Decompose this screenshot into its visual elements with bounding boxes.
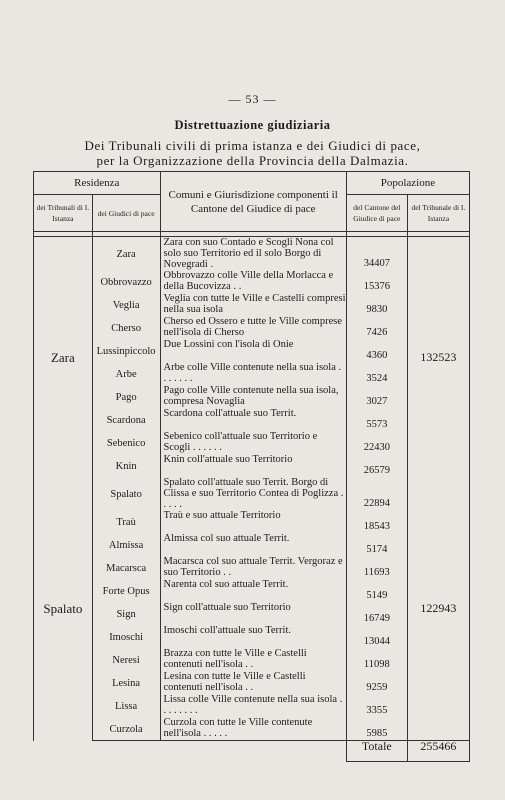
table-row xyxy=(34,408,470,431)
table-row xyxy=(34,385,470,408)
comuni-text: Knin coll'attuale suo Territorio xyxy=(160,454,346,477)
comuni-text: Curzola con tutte le Ville contenute nell'isola . . . . . xyxy=(160,717,346,741)
pop-cantone-value: 3524 xyxy=(346,362,407,385)
giudice-name: Sebenico xyxy=(92,431,160,454)
header-popolazione: Popolazione xyxy=(346,172,469,195)
table-row xyxy=(34,316,470,339)
giudice-name: Pago xyxy=(92,385,160,408)
table-row xyxy=(34,602,470,625)
comuni-text: Sebenico coll'attuale suo Territorio e Scogli . . . . . . xyxy=(160,431,346,454)
pop-cantone-value: 7426 xyxy=(346,316,407,339)
comuni-text: Cherso ed Ossero e tutte le Ville comprese nell'isola di Cherso xyxy=(160,316,346,339)
pop-cantone-value: 5149 xyxy=(346,579,407,602)
table-row xyxy=(34,431,470,454)
table-row xyxy=(34,694,470,717)
comuni-text: Scardona coll'attuale suo Territ. xyxy=(160,408,346,431)
pop-cantone-value: 11693 xyxy=(346,556,407,579)
comuni-text: Almissa col suo attuale Territ. xyxy=(160,533,346,556)
header-giudici: dei Giudici di pace xyxy=(92,195,160,232)
jurisdiction-table xyxy=(33,171,470,762)
page-number: — 53 — xyxy=(228,92,277,106)
comuni-text: Macarsca col suo attuale Territ. Vergoraz e suo Territorio . . xyxy=(160,556,346,579)
page-heading: Distrettuazione giudiziaria xyxy=(174,118,331,132)
comuni-text: Due Lossini con l'isola di Onie xyxy=(160,339,346,362)
table-row xyxy=(34,362,470,385)
header-residenza: Residenza xyxy=(34,172,161,195)
giudice-name: Veglia xyxy=(92,293,160,316)
total-label: Totale xyxy=(346,741,407,762)
giudice-name: Spalato xyxy=(92,477,160,510)
tribunale-name: Spalato xyxy=(34,477,93,741)
comuni-text: Brazza con tutte le Ville e Castelli contenuti nell'isola . . xyxy=(160,648,346,671)
table-row xyxy=(34,579,470,602)
comuni-text: Traù e suo attuale Territorio xyxy=(160,510,346,533)
header-pop-cantone: del Cantone del Giudice di pace xyxy=(346,195,407,232)
pop-cantone-value: 15376 xyxy=(346,270,407,293)
table-row xyxy=(34,510,470,533)
pop-cantone-value: 16749 xyxy=(346,602,407,625)
giudice-name: Forte Opus xyxy=(92,579,160,602)
header-pop-tribunale: del Tribunale di I. Istanza xyxy=(407,195,469,232)
comuni-text: Arbe colle Ville contenute nella sua isola . . . . . . . xyxy=(160,362,346,385)
pop-cantone-value: 9830 xyxy=(346,293,407,316)
grand-total: 255466 xyxy=(407,741,469,762)
pop-cantone-value: 11098 xyxy=(346,648,407,671)
comuni-text: Obbrovazzo colle Ville della Morlacca e della Bucovizza . . xyxy=(160,270,346,293)
table-row xyxy=(34,339,470,362)
comuni-text: Sign coll'attuale suo Territorio xyxy=(160,602,346,625)
comuni-text: Imoschi coll'attuale suo Territ. xyxy=(160,625,346,648)
giudice-name: Zara xyxy=(92,237,160,271)
comuni-text: Lissa colle Ville contenute nella sua isola . . . . . . . . xyxy=(160,694,346,717)
comuni-text: Lesina con tutte le Ville e Castelli contenuti nell'isola . . xyxy=(160,671,346,694)
giudice-name: Obbrovazzo xyxy=(92,270,160,293)
tribunale-name: Zara xyxy=(34,237,93,478)
giudice-name: Sign xyxy=(92,602,160,625)
subtitle-line-1: Dei Tribunali civili di prima istanza e dei Giudici di pace, xyxy=(84,138,421,153)
giudice-name: Lussinpiccolo xyxy=(92,339,160,362)
giudice-name: Imoschi xyxy=(92,625,160,648)
pop-cantone-value: 13044 xyxy=(346,625,407,648)
subtitle-line-2: per la Organizzazione della Provincia della Dalmazia. xyxy=(96,153,409,168)
pop-cantone-value: 34407 xyxy=(346,237,407,271)
table-row xyxy=(34,648,470,671)
giudice-name: Cherso xyxy=(92,316,160,339)
pop-tribunale-total: 132523 xyxy=(407,237,469,478)
giudice-name: Lesina xyxy=(92,671,160,694)
pop-cantone-value: 22894 xyxy=(346,477,407,510)
giudice-name: Scardona xyxy=(92,408,160,431)
table-row xyxy=(34,270,470,293)
pop-cantone-value: 5573 xyxy=(346,408,407,431)
pop-cantone-value: 4360 xyxy=(346,339,407,362)
pop-cantone-value: 18543 xyxy=(346,510,407,533)
table-row xyxy=(34,625,470,648)
table-row xyxy=(34,556,470,579)
table-row xyxy=(34,717,470,741)
pop-cantone-value: 5174 xyxy=(346,533,407,556)
table-row xyxy=(34,533,470,556)
pop-cantone-value: 22430 xyxy=(346,431,407,454)
pop-tribunale-total: 122943 xyxy=(407,477,469,741)
totals-row xyxy=(34,741,470,762)
giudice-name: Arbe xyxy=(92,362,160,385)
comuni-text: Narenta col suo attuale Territ. xyxy=(160,579,346,602)
giudice-name: Traù xyxy=(92,510,160,533)
giudice-name: Neresi xyxy=(92,648,160,671)
giudice-name: Macarsca xyxy=(92,556,160,579)
pop-cantone-value: 3027 xyxy=(346,385,407,408)
giudice-name: Lissa xyxy=(92,694,160,717)
table-row xyxy=(34,671,470,694)
table-row xyxy=(34,237,470,271)
comuni-text: Spalato coll'attuale suo Territ. Borgo di Clissa e suo Territorio Contea di Poglizza . . . . . xyxy=(160,477,346,510)
pop-cantone-value: 26579 xyxy=(346,454,407,477)
comuni-text: Zara con suo Contado e Scogli Nona col solo suo Territorio ed il solo Borgo di Novegradi . xyxy=(160,237,346,271)
table-row xyxy=(34,293,470,316)
table-row xyxy=(34,477,470,510)
comuni-text: Pago colle Ville contenute nella sua isola, compresa Novaglia xyxy=(160,385,346,408)
header-tribunali: dei Tribunali di I. Istanza xyxy=(34,195,93,232)
table-row xyxy=(34,454,470,477)
comuni-text: Veglia con tutte le Ville e Castelli compresi nella sua isola xyxy=(160,293,346,316)
giudice-name: Knin xyxy=(92,454,160,477)
giudice-name: Curzola xyxy=(92,717,160,741)
pop-cantone-value: 5985 xyxy=(346,717,407,741)
header-comuni: Comuni e Giurisdizione componenti il Cantone del Giudice di pace xyxy=(160,172,346,232)
giudice-name: Almissa xyxy=(92,533,160,556)
pop-cantone-value: 9259 xyxy=(346,671,407,694)
pop-cantone-value: 3355 xyxy=(346,694,407,717)
